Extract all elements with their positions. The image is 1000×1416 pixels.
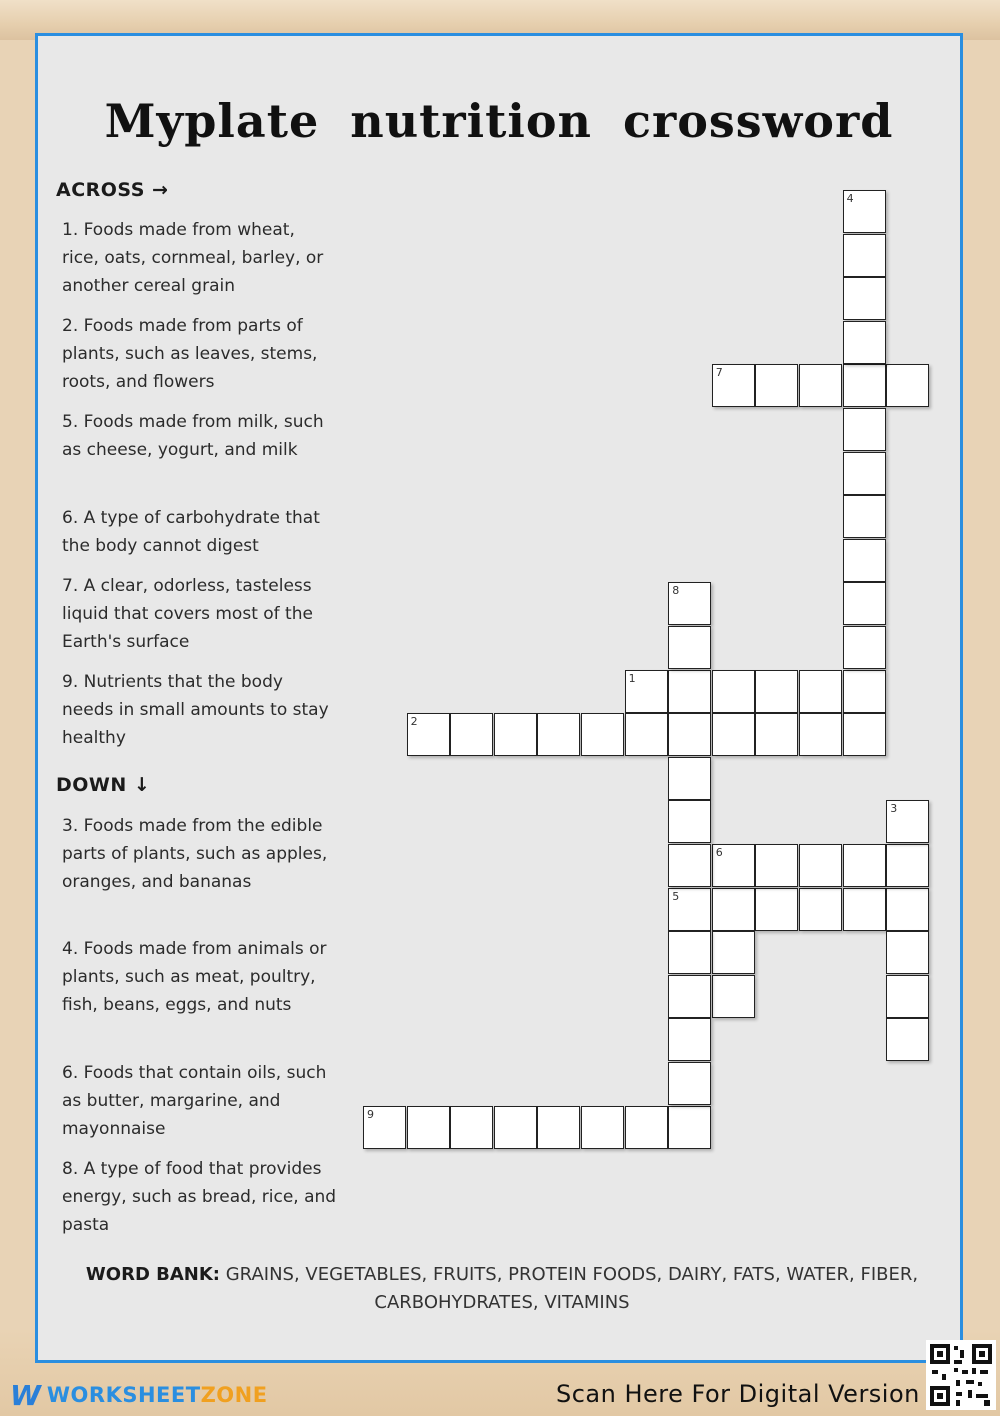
worksheetzone-logo[interactable] (10, 1378, 268, 1412)
crossword-cell[interactable] (886, 888, 929, 931)
crossword-cell[interactable] (886, 1018, 929, 1061)
across-clue-5: 5. Foods made from milk, such as cheese, yogurt, and milk (62, 412, 324, 460)
crossword-cell[interactable] (755, 888, 798, 931)
clue-number: 1 (628, 671, 636, 685)
logo-icon: W (10, 1378, 41, 1412)
crossword-cell[interactable] (843, 844, 886, 887)
crossword-cell[interactable] (712, 364, 755, 407)
crossword-cell[interactable] (363, 1106, 406, 1149)
word-bank-label: WORD BANK: (85, 1264, 221, 1285)
crossword-cell[interactable] (450, 713, 493, 756)
crossword-cell[interactable] (799, 888, 842, 931)
crossword-cell[interactable] (843, 713, 886, 756)
across-clue-6: 6. A type of carbohydrate that the body cannot digest (62, 508, 320, 556)
crossword-cell[interactable] (886, 931, 929, 974)
crossword-cell[interactable] (668, 1106, 711, 1149)
crossword-cell[interactable] (843, 670, 886, 713)
crossword-cell[interactable] (799, 670, 842, 713)
down-heading: DOWN ↓ (56, 774, 151, 796)
down-clue-8: 8. A type of food that provides energy, such as bread, rice, and pasta (62, 1159, 337, 1235)
crossword-cell[interactable] (755, 844, 798, 887)
crossword-cell[interactable] (799, 713, 842, 756)
crossword-cell[interactable] (407, 713, 450, 756)
crossword-cell[interactable] (668, 626, 711, 669)
crossword-cell[interactable] (843, 888, 886, 931)
crossword-cell[interactable] (755, 364, 798, 407)
crossword-cell[interactable] (843, 582, 886, 625)
crossword-cell[interactable] (755, 670, 798, 713)
clue-number: 2 (410, 715, 418, 729)
crossword-cell[interactable] (712, 888, 755, 931)
crossword-cell[interactable] (843, 495, 886, 538)
crossword-cell[interactable] (581, 713, 624, 756)
worksheet (35, 33, 963, 1363)
crossword-cell[interactable] (537, 713, 580, 756)
crossword-cell[interactable] (755, 713, 798, 756)
clue-number: 3 (890, 802, 898, 816)
crossword-cell[interactable] (712, 670, 755, 713)
down-clue-4: 4. Foods made from animals or plants, such as meat, poultry, fish, beans, eggs, and nuts (62, 939, 327, 1015)
crossword-cell[interactable] (843, 321, 886, 364)
crossword-cell[interactable] (668, 670, 711, 713)
clue-number: 6 (715, 846, 723, 859)
across-clue-2: 2. Foods made from parts of plants, such as leaves, stems, roots, and flowers (62, 316, 318, 392)
clue-number: 9 (367, 1107, 374, 1121)
down-clue-6: 6. Foods that contain oils, such as butter, margarine, and mayonnaise (62, 1063, 327, 1139)
crossword-cell[interactable] (843, 190, 886, 233)
crossword-cell[interactable] (494, 713, 537, 756)
crossword-cell[interactable] (712, 844, 755, 887)
crossword-cell[interactable] (712, 975, 755, 1018)
crossword-cell[interactable] (625, 713, 668, 756)
across-clue-7: 7. A clear, odorless, tasteless liquid that covers most of the Earth's surface (62, 576, 313, 652)
crossword-cell[interactable] (843, 277, 886, 320)
clue-number: 5 (672, 889, 680, 903)
crossword-cell[interactable] (668, 757, 711, 800)
crossword-cell[interactable] (625, 1106, 668, 1149)
qr-code-icon[interactable] (926, 1340, 996, 1410)
crossword-cell[interactable] (843, 234, 886, 277)
crossword-cell[interactable] (668, 888, 711, 931)
crossword-cell[interactable] (843, 408, 886, 451)
logo-text-worksheet: WORKSHEET (46, 1383, 201, 1407)
crossword-cell[interactable] (886, 364, 929, 407)
crossword-cell[interactable] (668, 844, 711, 887)
word-bank (78, 1261, 926, 1317)
clue-number: 7 (715, 366, 723, 380)
clue-number: 8 (672, 584, 680, 598)
crossword-cell[interactable] (407, 1106, 450, 1149)
crossword-cell[interactable] (668, 713, 711, 756)
crossword-grid (38, 36, 966, 1236)
crossword-cell[interactable] (668, 975, 711, 1018)
across-clue-9: 9. Nutrients that the body needs in small amounts to stay healthy (62, 672, 329, 748)
logo-text-zone: ZONE (200, 1383, 268, 1407)
across-clue-1: 1. Foods made from wheat, rice, oats, cornmeal, barley, or another cereal grain (62, 220, 324, 296)
crossword-cell[interactable] (843, 364, 886, 407)
crossword-cell[interactable] (668, 582, 711, 625)
crossword-cell[interactable] (537, 1106, 580, 1149)
crossword-cell[interactable] (581, 1106, 624, 1149)
crossword-cell[interactable] (886, 800, 929, 843)
scan-caption: Scan Here For Digital Version (556, 1380, 920, 1408)
crossword-cell[interactable] (712, 931, 755, 974)
crossword-cell[interactable] (843, 452, 886, 495)
page-title: Myplate nutrition crossword (104, 94, 894, 148)
crossword-cell[interactable] (843, 539, 886, 582)
crossword-cell[interactable] (625, 670, 668, 713)
crossword-cell[interactable] (712, 713, 755, 756)
crossword-cell[interactable] (668, 800, 711, 843)
crossword-cell[interactable] (450, 1106, 493, 1149)
crossword-cell[interactable] (494, 1106, 537, 1149)
crossword-cell[interactable] (886, 975, 929, 1018)
crossword-cell[interactable] (668, 1018, 711, 1061)
crossword-cell[interactable] (799, 844, 842, 887)
down-clue-3: 3. Foods made from the edible parts of plants, such as apples, oranges, and bananas (62, 816, 328, 892)
crossword-cell[interactable] (799, 364, 842, 407)
crossword-cell[interactable] (843, 626, 886, 669)
crossword-cell[interactable] (668, 931, 711, 974)
crossword-cell[interactable] (668, 1062, 711, 1105)
word-bank-words: GRAINS, VEGETABLES, FRUITS, PROTEIN FOODS, DAIRY, FATS, WATER, FIBER, CARBOHYDRATES, VITAMINS (220, 1264, 919, 1313)
across-heading: ACROSS → (56, 179, 169, 201)
crossword-cell[interactable] (886, 844, 929, 887)
clue-number: 4 (846, 192, 854, 205)
